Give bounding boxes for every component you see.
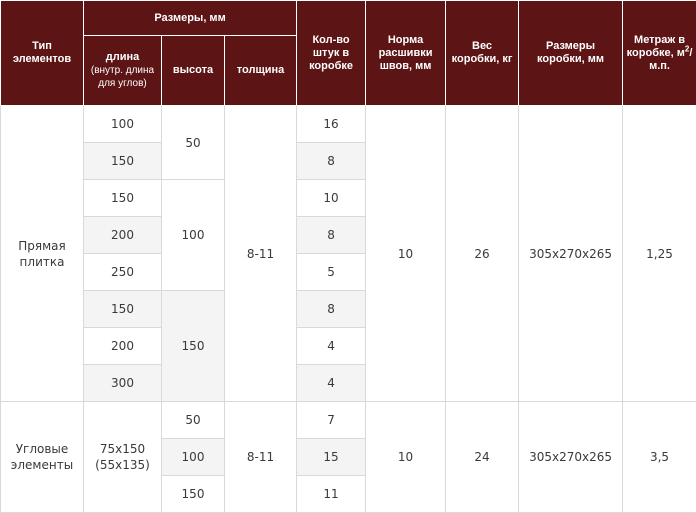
header-sizes: Размеры, мм	[84, 1, 297, 36]
header-joint-norm: Норма расшивки швов, мм	[366, 1, 446, 106]
length-cell: 200	[84, 217, 162, 254]
length-cell: 200	[84, 328, 162, 365]
quantity-cell: 8	[297, 143, 366, 180]
height-cell: 150	[162, 291, 225, 402]
length-cell: 150	[84, 143, 162, 180]
box-size-cell: 305x270x265	[519, 402, 623, 513]
quantity-cell: 15	[297, 439, 366, 476]
header-box-size: Размеры коробки, мм	[519, 1, 623, 106]
weight-cell: 24	[446, 402, 519, 513]
meterage-cell: 3,5	[623, 402, 696, 513]
corner-length-cell: 75x150 (55x135)	[84, 402, 162, 513]
height-cell: 150	[162, 476, 225, 513]
thickness-cell: 8-11	[225, 106, 297, 402]
quantity-cell: 4	[297, 328, 366, 365]
header-length: длина (внутр. длина для углов)	[84, 36, 162, 106]
quantity-cell: 10	[297, 180, 366, 217]
quantity-cell: 8	[297, 217, 366, 254]
quantity-cell: 5	[297, 254, 366, 291]
box-size-cell: 305x270x265	[519, 106, 623, 402]
length-cell: 150	[84, 180, 162, 217]
length-cell: 250	[84, 254, 162, 291]
meterage-cell: 1,25	[623, 106, 696, 402]
thickness-cell: 8-11	[225, 402, 297, 513]
height-cell: 50	[162, 106, 225, 180]
weight-cell: 26	[446, 106, 519, 402]
header-thickness: толщина	[225, 36, 297, 106]
quantity-cell: 11	[297, 476, 366, 513]
length-cell: 150	[84, 291, 162, 328]
length-cell: 300	[84, 365, 162, 402]
header-box-weight: Вес коробки, кг	[446, 1, 519, 106]
quantity-cell: 16	[297, 106, 366, 143]
straight-type-cell: Прямая плитка	[1, 106, 84, 402]
height-cell: 50	[162, 402, 225, 439]
quantity-cell: 4	[297, 365, 366, 402]
header-height: высота	[162, 36, 225, 106]
header-quantity: Кол-во штук в коробке	[297, 1, 366, 106]
header-meterage: Метраж в коробке, $м^2/м.п$.	[623, 1, 696, 106]
corner-type-cell: Угловые элементы	[1, 402, 84, 513]
joint-cell: 10	[366, 402, 446, 513]
joint-cell: 10	[366, 106, 446, 402]
quantity-cell: 8	[297, 291, 366, 328]
header-length-note: (внутр. длина для углов)	[90, 65, 155, 89]
height-cell: 100	[162, 180, 225, 291]
header-type: Тип элементов	[1, 1, 84, 106]
length-cell: 100	[84, 106, 162, 143]
height-cell: 100	[162, 439, 225, 476]
quantity-cell: 7	[297, 402, 366, 439]
